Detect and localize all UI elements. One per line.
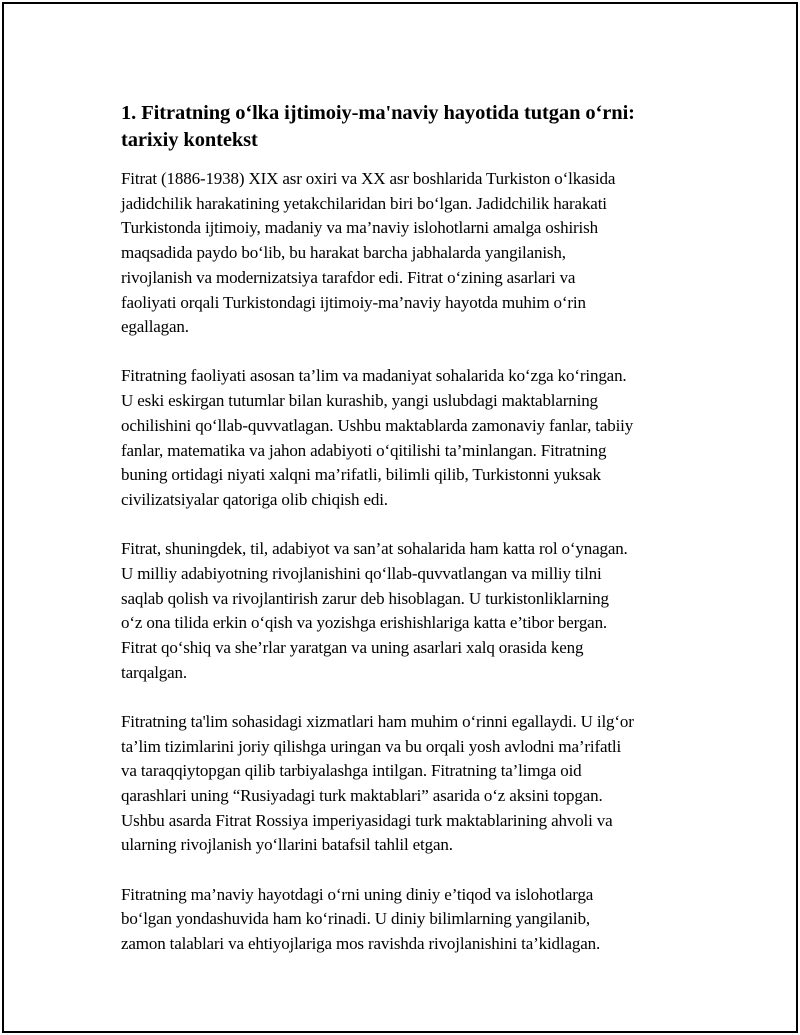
text-line: Fitratning ma’naviy hayotdagi o‘rni uning diniy e’tiqod va islohotlarga	[121, 884, 594, 904]
document-body	[121, 100, 696, 981]
text-line: qarashlari uning “Rusiyadagi turk maktablari” asarida o‘z aksini topgan.	[121, 785, 603, 805]
paragraph	[121, 364, 696, 512]
text-line: ta’lim tizimlarini joriy qilishga uringan va bu orqali yosh avlodni ma’rifatli	[121, 736, 622, 756]
text-line: jadidchilik harakatining yetakchilaridan biri bo‘lgan. Jadidchilik harakati	[121, 193, 607, 213]
paragraph	[121, 537, 696, 685]
text-line: rivojlanish va modernizatsiya tarafdor edi. Fitrat o‘zining asarlari va	[121, 267, 576, 287]
text-line: Fitratning ta'lim sohasidagi xizmatlari ham muhim o‘rinni egallaydi. U ilg‘or	[121, 711, 634, 731]
document-page	[2, 2, 798, 1033]
text-line: Fitrat (1886-1938) XIX asr oxiri va XX asr boshlarida Turkiston o‘lkasida	[121, 169, 616, 188]
text-line: bo‘lgan yondashuvida ham ko‘rinadi. U diniy bilimlarning yangilanib,	[121, 909, 591, 929]
section-heading	[121, 100, 696, 154]
text-line: Fitrat qo‘shiq va she’rlar yaratgan va uning asarlari xalq orasida keng	[121, 637, 584, 657]
text-line: Fitrat, shuningdek, til, adabiyot va san’at sohalarida ham katta rol o‘ynagan.	[121, 539, 628, 559]
text-line: tarqalgan.	[121, 662, 187, 682]
heading-line: 1. Fitratning o‘lka ijtimoiy-ma'naviy hayotida tutgan o‘rni:	[121, 102, 635, 124]
text-line: Turkistonda ijtimoiy, madaniy va ma’naviy islohotlarni amalga oshirish	[121, 218, 598, 238]
paragraph	[121, 167, 696, 340]
text-line: faoliyati orqali Turkistondagi ijtimoiy-ma’naviy hayotda muhim o‘rin	[121, 292, 586, 312]
text-line: ochilishini qo‘llab-quvvatlagan. Ushbu maktablarda zamonaviy fanlar, tabiiy	[121, 415, 634, 435]
paragraph	[121, 710, 696, 858]
text-line: Fitratning faoliyati asosan ta’lim va madaniyat sohalarida ko‘zga ko‘ringan.	[121, 366, 627, 386]
text-line: zamon talablari va ehtiyojlariga mos ravishda rivojlanishini ta’kidlagan.	[121, 933, 601, 953]
text-line: fanlar, matematika va jahon adabiyoti o‘qitilishi ta’minlangan. Fitratning	[121, 440, 607, 460]
paragraph	[121, 883, 696, 957]
text-line: civilizatsiyalar qatoriga olib chiqish edi.	[121, 489, 388, 509]
heading-line: tarixiy kontekst	[121, 129, 258, 151]
text-line: maqsadida paydo bo‘lib, bu harakat barcha jabhalarda yangilanish,	[121, 243, 566, 263]
text-line: o‘z ona tilida erkin o‘qish va yozishga erishishlariga katta e’tibor bergan.	[121, 613, 608, 633]
text-line: U eski eskirgan tutumlar bilan kurashib, yangi uslubdagi maktablarning	[121, 391, 598, 411]
text-line: buning ortidagi niyati xalqni ma’rifatli, bilimli qilib, Turkistonni yuksak	[121, 465, 601, 485]
text-line: ularning rivojlanish yo‘llarini batafsil tahlil etgan.	[121, 835, 453, 855]
text-line: va taraqqiytopgan qilib tarbiyalashga intilgan. Fitratning ta’limga oid	[121, 761, 582, 781]
text-line: egallagan.	[121, 317, 189, 337]
text-line: saqlab qolish va rivojlantirish zarur deb hisoblagan. U turkistonliklarning	[121, 588, 609, 608]
text-line: U milliy adabiyotning rivojlanishini qo‘llab-quvvatlangan va milliy tilni	[121, 563, 602, 583]
text-line: Ushbu asarda Fitrat Rossiya imperiyasidagi turk maktablarining ahvoli va	[121, 810, 613, 830]
